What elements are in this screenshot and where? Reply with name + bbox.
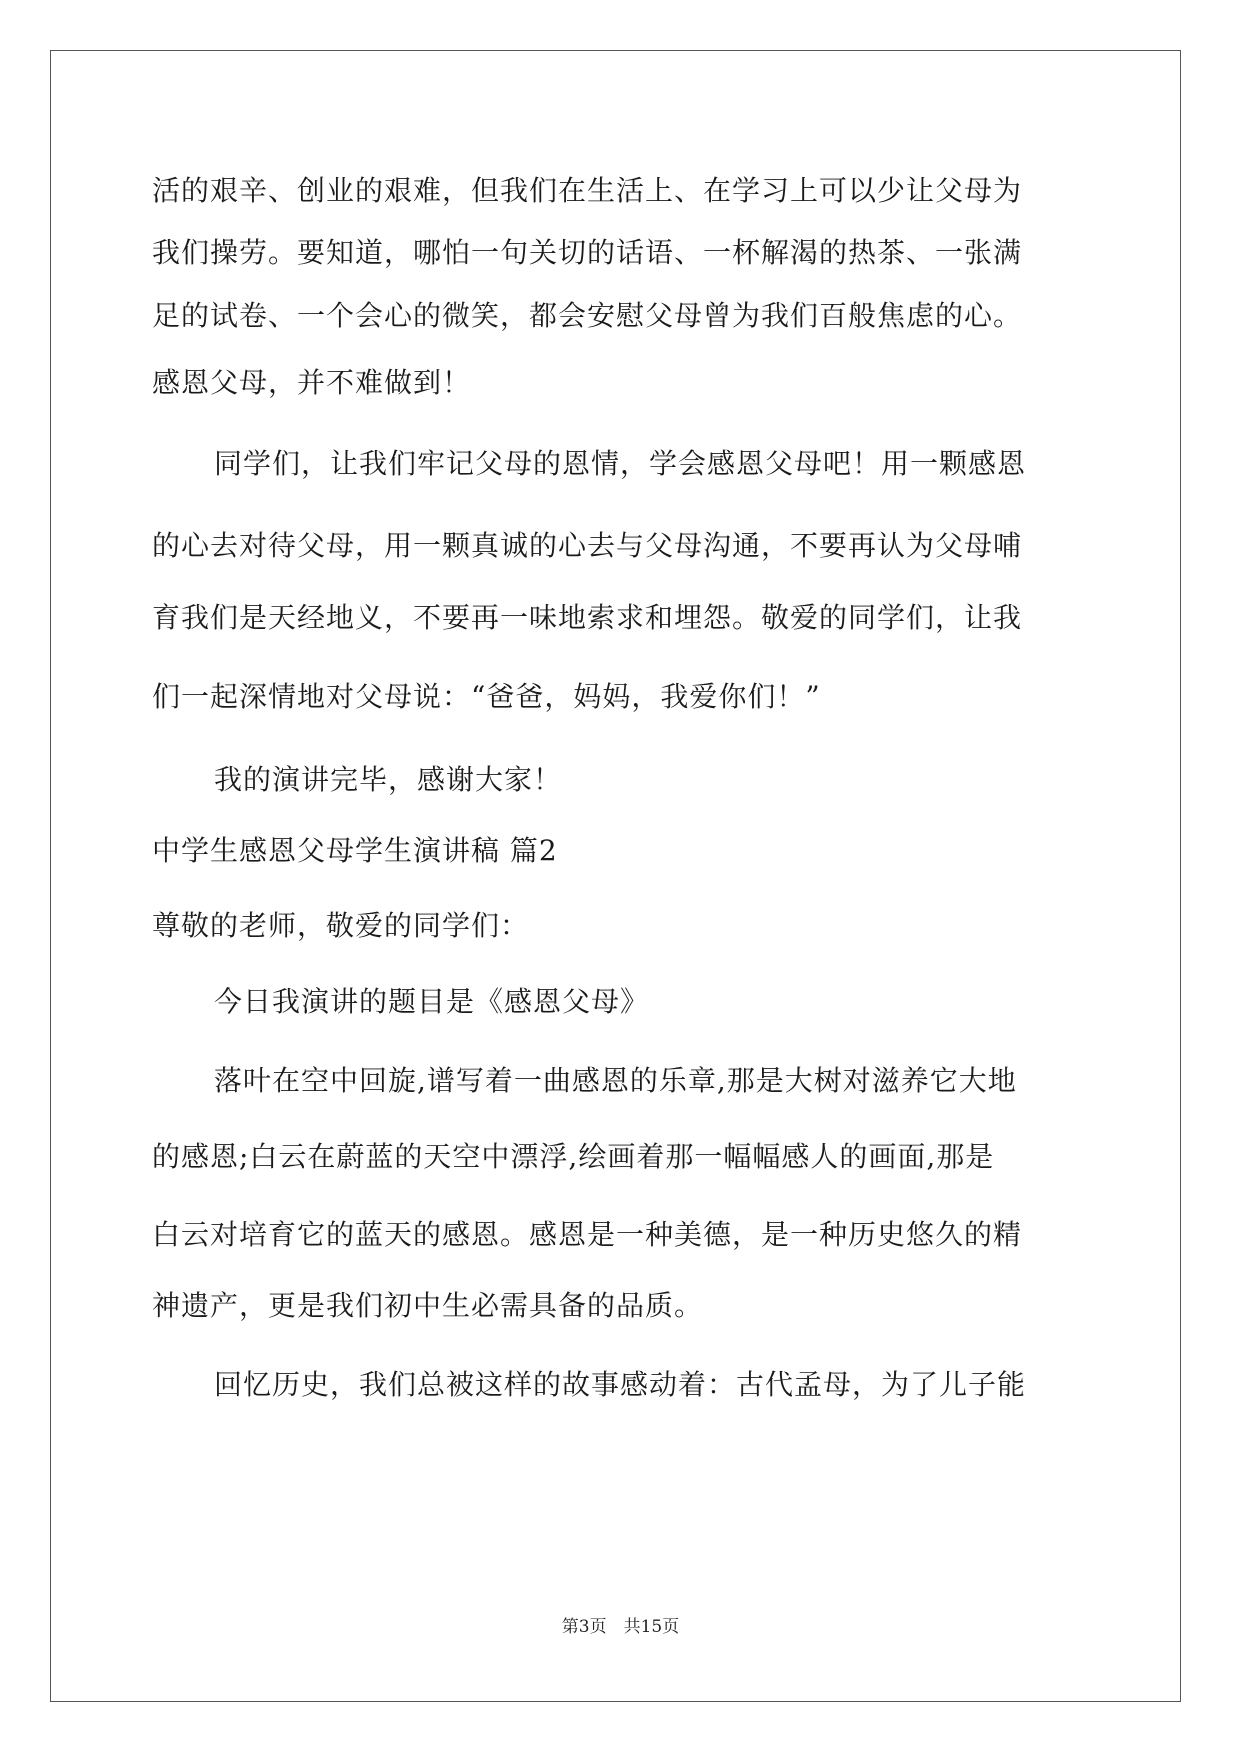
body-line: 同学们，让我们牢记父母的恩情，学会感恩父母吧！用一颗感恩	[214, 447, 1027, 480]
body-line: 回忆历史，我们总被这样的故事感动着：古代孟母，为了儿子能	[214, 1368, 1027, 1401]
body-line: 的心去对待父母，用一颗真诚的心去与父母沟通，不要再认为父母哺	[152, 529, 1023, 562]
body-line: 我们操劳。要知道，哪怕一句关切的话语、一杯解渴的热茶、一张满	[152, 236, 1023, 269]
salutation: 尊敬的老师，敬爱的同学们：	[152, 909, 530, 942]
body-line: 落叶在空中回旋,谱写着一曲感恩的乐章,那是大树对滋养它大地	[214, 1064, 1017, 1097]
page-number: 第3页 共15页	[561, 1617, 680, 1637]
body-line: 我的演讲完毕，感谢大家！	[214, 763, 563, 796]
body-line: 今日我演讲的题目是《感恩父母》	[214, 985, 650, 1018]
body-line: 活的艰辛、创业的艰难，但我们在生活上、在学习上可以少让父母为	[152, 174, 1023, 207]
section-heading: 中学生感恩父母学生演讲稿 篇2	[152, 834, 558, 867]
body-line: 白云对培育它的蓝天的感恩。感恩是一种美德，是一种历史悠久的精	[152, 1218, 1023, 1251]
body-line: 的感恩;白云在蔚蓝的天空中漂浮,绘画着那一幅幅感人的画面,那是	[152, 1140, 995, 1173]
body-line: 神遗产，更是我们初中生必需具备的品质。	[152, 1289, 704, 1322]
body-line: 足的试卷、一个会心的微笑，都会安慰父母曾为我们百般焦虑的心。	[152, 299, 1023, 332]
body-line: 们一起深情地对父母说：“爸爸，妈妈，我爱你们！”	[152, 680, 821, 713]
body-line: 育我们是天经地义，不要再一味地索求和埋怨。敬爱的同学们，让我	[152, 601, 1023, 634]
body-line: 感恩父母，并不难做到！	[152, 366, 472, 399]
